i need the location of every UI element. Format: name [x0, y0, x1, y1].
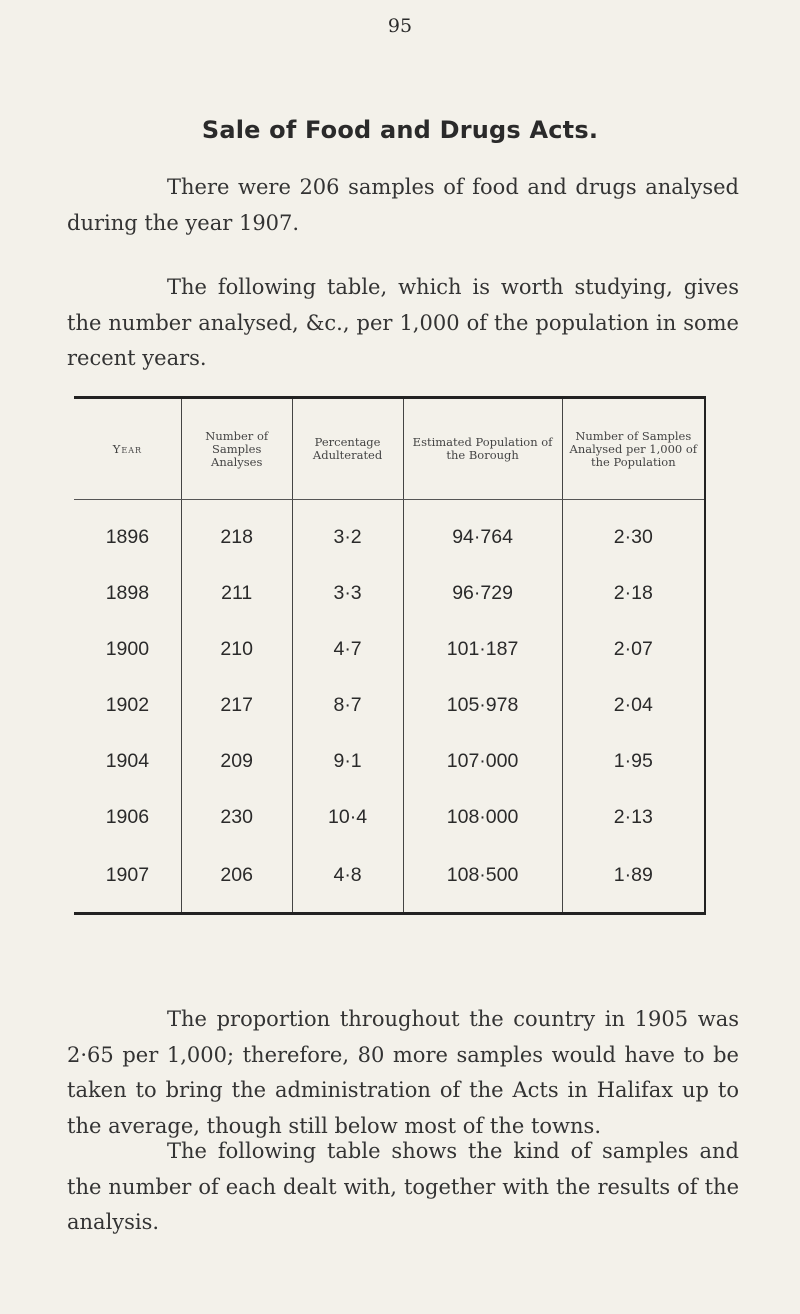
cell-population: 101·187: [403, 621, 562, 677]
samples-table: [74, 396, 706, 915]
cell-adulterated: 8·7: [292, 677, 403, 733]
proportion-paragraph: The proportion throughout the country in 1905 was 2·65 per 1,000; therefore, 80 more samples would have to be taken to bring the administration of the Acts in Halifax up to the average, though still below most of the towns.: [67, 1007, 739, 1138]
cell-samples: 211: [181, 565, 292, 621]
cell-year: 1900: [105, 637, 150, 660]
cell-per-thousand: 1·95: [562, 733, 705, 789]
table-intro-paragraph: The following table, which is worth studying, gives the number analysed, &c., per 1,000 of the population in some recent years.: [67, 275, 739, 370]
cell-samples: 210: [181, 621, 292, 677]
closing-paragraph: The following table shows the kind of samples and the number of each dealt with, together with the results of the analysis.: [67, 1139, 739, 1234]
cell-population: 94·764: [403, 500, 562, 566]
cell-year: 1896: [105, 525, 150, 548]
table-header-row: [74, 398, 705, 500]
cell-adulterated: 3·2: [292, 500, 403, 566]
cell-adulterated: 9·1: [292, 733, 403, 789]
cell-per-thousand: 2·13: [562, 789, 705, 845]
header-per-thousand: Number of Samples Analysed per 1,000 of the Population: [562, 398, 705, 500]
table-row: [74, 565, 705, 621]
cell-population: 105·978: [403, 677, 562, 733]
cell-samples: 218: [181, 500, 292, 566]
cell-samples: 206: [181, 845, 292, 914]
header-population: Estimated Population of the Borough: [403, 398, 562, 500]
header-adulterated: Percentage Adulterated: [292, 398, 403, 500]
table-row: [74, 621, 705, 677]
cell-per-thousand: 1·89: [562, 845, 705, 914]
cell-year: 1907: [105, 863, 150, 886]
table-row: [74, 789, 705, 845]
header-year: Year: [74, 398, 181, 500]
cell-population: 108·000: [403, 789, 562, 845]
table-row: [74, 845, 705, 914]
cell-per-thousand: 2·18: [562, 565, 705, 621]
intro-paragraph: There were 206 samples of food and drugs analysed during the year 1907.: [67, 175, 739, 235]
cell-per-thousand: 2·30: [562, 500, 705, 566]
page-title: Sale of Food and Drugs Acts.: [201, 116, 599, 144]
cell-samples: 230: [181, 789, 292, 845]
header-samples: Number of Samples Analyses: [181, 398, 292, 500]
cell-samples: 209: [181, 733, 292, 789]
cell-adulterated: 4·7: [292, 621, 403, 677]
table-row: [74, 733, 705, 789]
cell-per-thousand: 2·04: [562, 677, 705, 733]
page-number: 95: [387, 15, 413, 37]
cell-population: 108·500: [403, 845, 562, 914]
cell-adulterated: 10·4: [292, 789, 403, 845]
cell-year: 1898: [105, 581, 150, 604]
cell-population: 96·729: [403, 565, 562, 621]
cell-samples: 217: [181, 677, 292, 733]
cell-year: 1904: [105, 749, 150, 772]
cell-year: 1902: [105, 693, 150, 716]
cell-per-thousand: 2·07: [562, 621, 705, 677]
cell-year: 1906: [105, 805, 150, 828]
cell-adulterated: 3·3: [292, 565, 403, 621]
cell-population: 107·000: [403, 733, 562, 789]
cell-adulterated: 4·8: [292, 845, 403, 914]
table-row: [74, 677, 705, 733]
table-row: [74, 500, 705, 566]
